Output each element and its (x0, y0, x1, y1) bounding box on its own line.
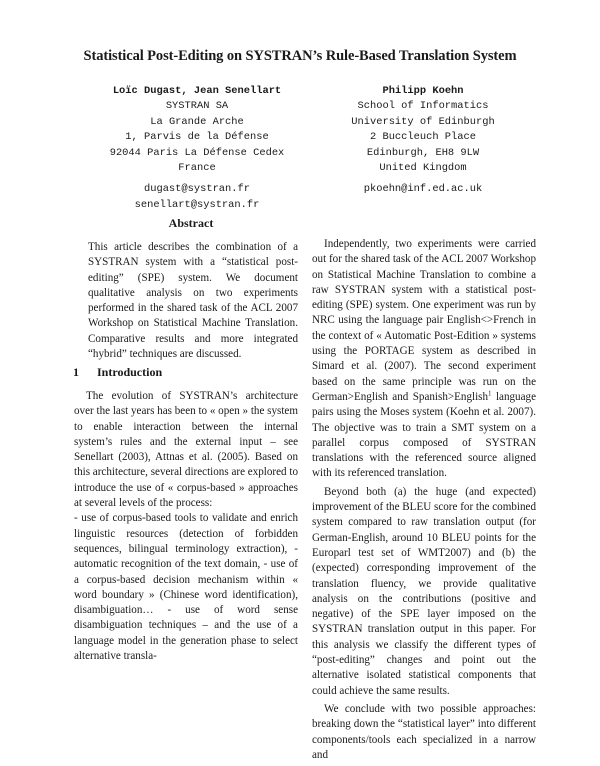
footnote-marker: 1 (488, 389, 492, 398)
affiliation-line: 92044 Paris La Défense Cedex (109, 146, 285, 159)
affiliation-line: School of Informatics (357, 100, 489, 113)
author-block-edinburgh (318, 84, 528, 198)
section-number: 1 (73, 365, 79, 379)
paragraph-text: Independently, two experiments were carried out for the shared task of the ACL 2007 Workshop on Statistical Machine Translation to combine a raw SYSTRAN system with a statistical post-editing (SPE) system. One experiment was run by NRC using the language pair English<>French in the context of « Automatic Post-Edition » systems using the PORTAGE system as described in Simard et al. (2007). The second experiment based on the same principle was run on the German>English and Spanish>English (312, 238, 536, 403)
affiliation-line: La Grande Arche (150, 115, 244, 128)
author-email: pkoehn@inf.ed.ac.uk (363, 183, 483, 196)
paragraph: We conclude with two possible approaches: breaking down the “statistical layer” into different components/tools each specialized in a narrow and (312, 702, 536, 761)
introduction-body (74, 389, 298, 664)
affiliation-line: France (178, 162, 216, 175)
right-column-body (312, 237, 536, 766)
abstract-body (88, 240, 298, 362)
paragraph: The evolution of SYSTRAN’s architecture over the last years has been to « open » the system to enable interaction between the internal system’s rules and the external input – see Senellart (2003), Attnas et al. (2005). Based on this architecture, several directions are explored to introduce the use of « corpus-based » approaches at several levels of the process: (74, 390, 298, 510)
author-names: Philipp Koehn (382, 85, 464, 97)
affiliation-line: Edinburgh, EH8 9LW (366, 146, 480, 159)
paragraph (312, 237, 536, 482)
paragraph-text: language pairs using the Moses system (Koehn et al. 2007). The objective was to train a SMT system on a parallel corpus composed of SYSTRAN translations with the referenced source aligned with its referenced translation. (312, 390, 536, 480)
affiliation-line: 2 Buccleuch Place (369, 131, 476, 144)
paragraph: - use of corpus-based tools to validate and enrich linguistic resources (detection of forbidden sequences, bilingual terminology extraction), - automatic recognition of the text domain, - use of a corpus-based decision mechanism within « word boundary » (Chinese word identification), disambiguation… - use of word sense disambiguation techniques – and the use of a language model in the generation phase to select alternative transla- (74, 512, 298, 663)
abstract-heading: Abstract (168, 216, 214, 230)
affiliation-line: University of Edinburgh (351, 115, 495, 128)
abstract-text: This article describes the combination of a SYSTRAN system with a “statistical post-editing” (SPE) system. We document qualitative analysis on two experiments performed in the shared task of the ACL 2007 Workshop on Statistical Machine Translation. Comparative results and more integrated “hybrid” techniques are discussed. (88, 241, 298, 361)
author-block-systran (92, 84, 302, 213)
author-email: dugast@systran.fr (143, 183, 250, 196)
author-email: senellart@systran.fr (134, 198, 260, 211)
affiliation-line: SYSTRAN SA (165, 100, 229, 113)
author-names: Loïc Dugast, Jean Senellart (112, 85, 282, 97)
paper-title: Statistical Post-Editing on SYSTRAN’s Rule-Based Translation System (83, 48, 517, 64)
affiliation-line: United Kingdom (379, 162, 467, 175)
section-heading (73, 365, 162, 380)
paragraph: Beyond both (a) the huge (and expected) improvement of the BLEU score for the combined system compared to raw translation output (for German-English, around 10 BLEU points for the Europarl test set of WMT2007) and (b) the (expected) corresponding improvement of the translation fluency, we provide qualitative analysis on the contributions (positive and negative) of the SPE layer imposed on the SYSTRAN translation output in this paper. For this analysis we classify the different types of “post-editing” changes and point out the alternative isolated statistical components that could achieve the same results. (312, 485, 536, 697)
affiliation-line: 1, Parvis de la Défense (125, 131, 269, 144)
section-title: Introduction (97, 365, 163, 379)
